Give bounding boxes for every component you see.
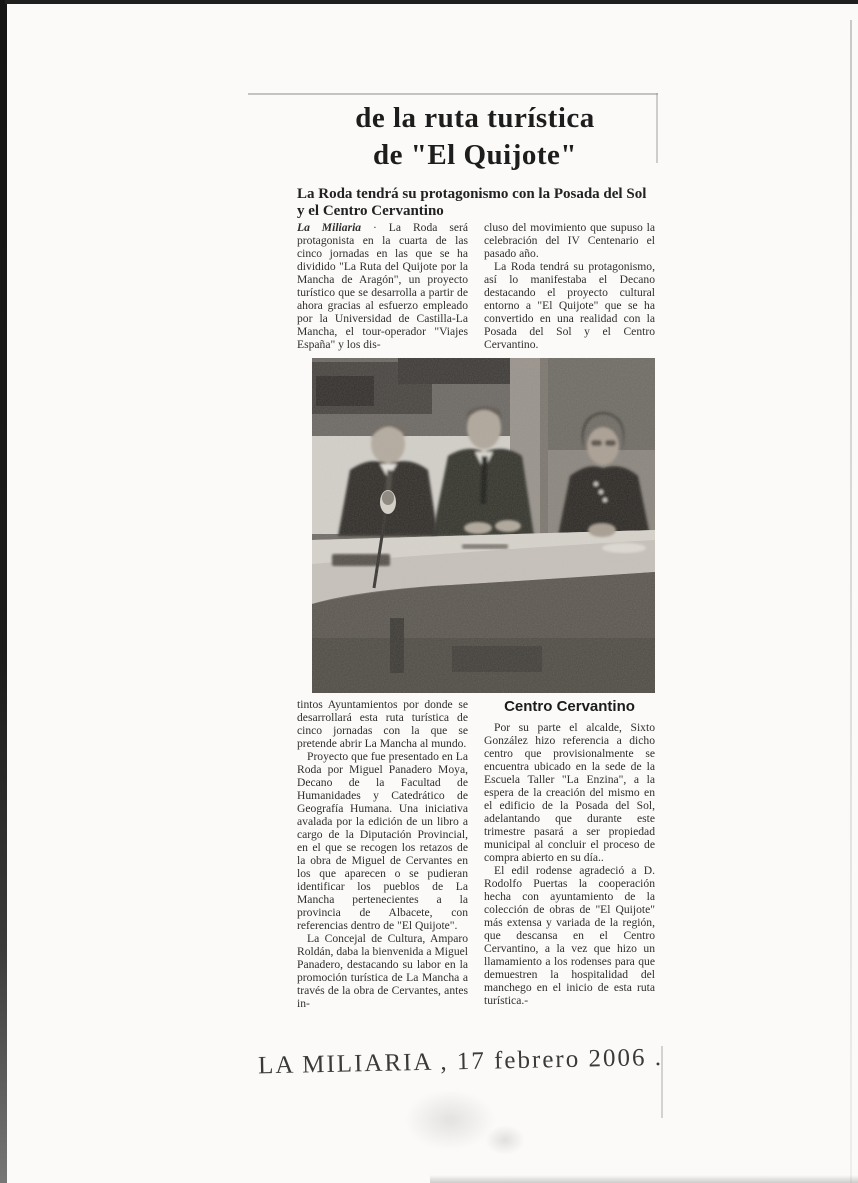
pencil-smudge-small [485,1125,525,1155]
paragraph: El edil rodense agradeció a D. Rodolfo Puertas la cooperación hecha con ayuntamiento de la colección de obras de "El Quijote" más extensa y variada de la región, que descansa en el Centro Cervantino, a la vez que hizo un llamamiento a los rodenses para que demuestren la hospitalidad del manchego en el inicio de esta ruta turística.- [484,864,655,1007]
article-headline [295,100,655,174]
top-column-1 [297,221,468,351]
paragraph: La Concejal de Cultura, Amparo Roldán, daba la bienvenida a Miguel Panadero, destacando su labor en la promoción turística de La Mancha a través de la obra de Cervantes, antes in- [297,932,468,1010]
headline-line1: de la ruta turística [355,102,595,134]
headline-line2: de "El Quijote" [372,139,578,171]
scan-top-edge-line [5,0,858,4]
bottom-edge-smudge [430,1175,858,1183]
clipping-border-top [248,93,658,95]
paragraph-lead [297,221,468,351]
clipping-border-right-top [656,93,658,163]
lead-text: · La Roda será protagonista en la cuarta de las cinco jornadas en las que se ha dividido "La Ruta del Quijote por la Mancha de Aragón", un proyecto turístico que se desarrolla a partir de ahora gracias al esfuerzo empleado por la Universidad de Castilla-La Mancha, el tour-operador "Viajes España" y los dis- [297,221,469,351]
top-column-2 [484,221,655,351]
article-top-columns [297,221,655,351]
photo-illustration [312,358,655,693]
article-bottom-columns [297,698,655,1010]
pencil-smudge [405,1090,495,1150]
paragraph: La Roda tendrá su protagonismo, así lo manifestaba el Decano destacando el proyecto cultural entorno a "El Quijote" que se ha convertido en una realidad con la Posada del Sol y el Centro Cervantino. [484,260,655,351]
bottom-column-1 [297,698,468,1010]
bottom-column-2 [484,698,655,1010]
byline: La Miliaria [297,221,362,234]
handwritten-date-note: LA MILIARIA , 17 febrero 2006 . [257,1043,664,1080]
paragraph: Por su parte el alcalde, Sixto González hizo referencia a dicho centro que provisionalmente se encuentra ubicado en la sede de la Escuela Taller "La Enzina", a la espera de la creación del mismo en el edificio de la Posada del Sol, adelantando que durante este trimestre pasará a ser propiedad municipal al concluir el proceso de compra abierto en su día.. [484,721,655,864]
scan-right-edge-line [850,20,852,1183]
paragraph: Proyecto que fue presentado en La Roda por Miguel Panadero Moya, Decano de la Facultad de Humanidades y Catedrático de Geografía Humana. Una iniciativa avalada por la edición de un libro a cargo de la Diputación Provincial, en el que se recogen los retazos de la obra de Miguel de Cervantes en los que aparecen o se pudieran identificar los pueblos de La Mancha pertenecientes a la provincia de Albacete, con referencias dentro de "El Quijote". [297,750,468,932]
paragraph: tintos Ayuntamientos por donde se desarrollará esta ruta turística de cinco jornadas con la que se pretende abrir La Mancha al mundo. [297,698,468,750]
article-subhead: La Roda tendrá su protagonismo con la Posada del Sol y el Centro Cervantino [297,186,647,219]
section-heading: Centro Cervantino [504,698,635,715]
scan-left-edge-bar [0,0,7,1183]
paragraph: cluso del movimiento que supuso la celebración del IV Centenario el pasado año. [484,221,655,260]
press-conference-photo [312,358,655,693]
